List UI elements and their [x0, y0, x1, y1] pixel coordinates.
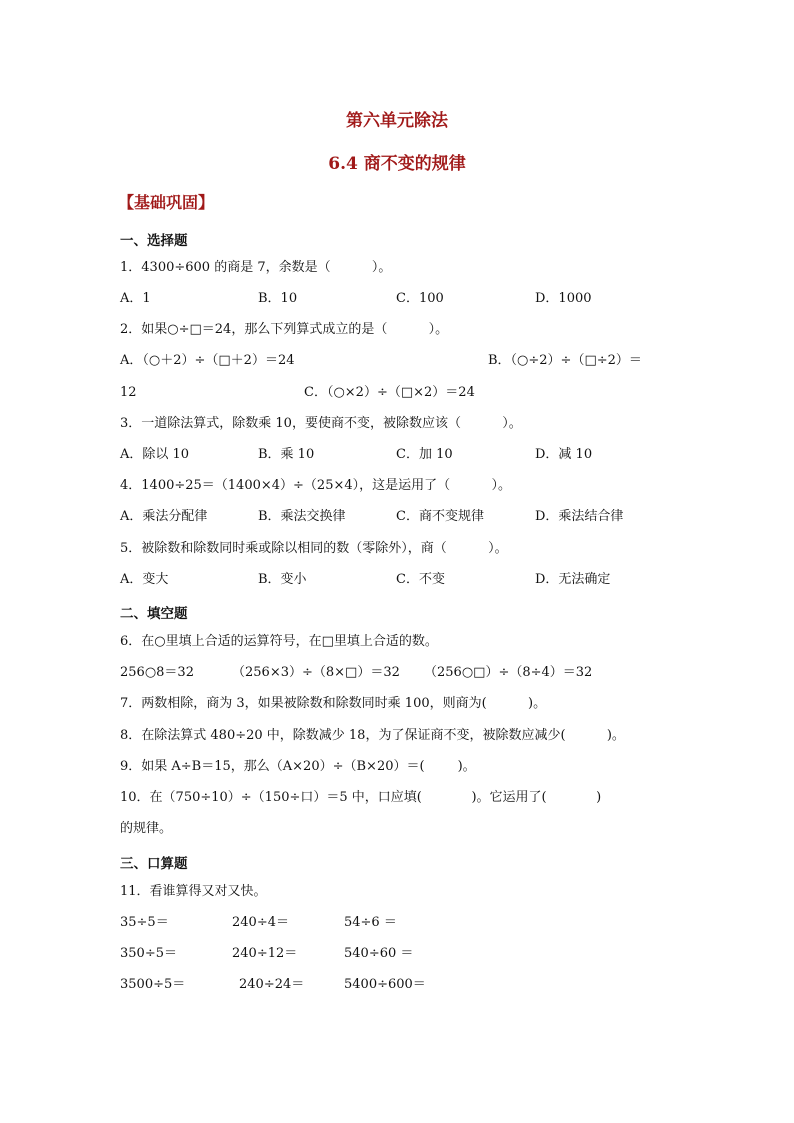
q4-option-a: A．乘法分配律 — [120, 509, 208, 524]
section-badge: 【基础巩固】 — [118, 193, 215, 212]
q5-option-b: B．变小 — [258, 572, 307, 587]
q2-option-b-continued: 12 — [120, 385, 137, 400]
question-10: 10．在（750÷10）÷（150÷口）＝5 中，口应填( )。它运用了( ) — [120, 790, 602, 805]
q5-option-d: D．无法确定 — [535, 572, 611, 587]
q6-expression-1: 256○8＝32 — [120, 665, 194, 680]
q3-option-b: B．乘 10 — [258, 447, 315, 462]
calc-item: 540÷60 ＝ — [344, 946, 414, 961]
question-6: 6．在○里填上合适的运算符号，在□里填上合适的数。 — [120, 634, 438, 649]
q5-option-c: C．不变 — [396, 572, 445, 587]
q3-option-c: C．加 10 — [396, 447, 453, 462]
calc-item: 35÷5＝ — [120, 915, 169, 930]
section-heading-fill: 二、填空题 — [120, 606, 188, 622]
q1-option-c: C．100 — [396, 291, 444, 306]
q3-option-d: D．减 10 — [535, 447, 593, 462]
calc-item: 3500÷5＝ — [120, 977, 186, 992]
q1-option-b: B．10 — [258, 291, 298, 306]
question-10-continued: 的规律。 — [120, 821, 173, 836]
q4-option-c: C．商不变规律 — [396, 509, 484, 524]
q5-option-a: A．变大 — [120, 572, 169, 587]
section-heading-choice: 一、选择题 — [120, 233, 188, 249]
question-4: 4．1400÷25＝（1400×4）÷（25×4），这是运用了（ ）。 — [120, 478, 511, 493]
question-5: 5．被除数和除数同时乘或除以相同的数（零除外），商（ ）。 — [120, 541, 508, 556]
q1-option-a: A．1 — [120, 291, 151, 306]
q3-option-a: A．除以 10 — [120, 447, 190, 462]
calc-item: 240÷24＝ — [239, 977, 305, 992]
q6-expression-3: （256○□）÷（8÷4）＝32 — [424, 665, 593, 680]
q6-expression-2: （256×3）÷（8×□）＝32 — [232, 665, 400, 680]
q2-option-c: C．（○×2）÷（□×2）＝24 — [304, 385, 475, 400]
question-8: 8．在除法算式 480÷20 中，除数减少 18，为了保证商不变，被除数应减少( )。 — [120, 728, 625, 743]
q2-option-a: A．（○＋2）÷（□＋2）＝24 — [120, 353, 295, 368]
question-9: 9．如果 A÷B＝15，那么（A×20）÷（B×20）＝( )。 — [120, 759, 476, 774]
calc-item: 54÷6 ＝ — [344, 915, 397, 930]
question-11: 11．看谁算得又对又快。 — [120, 884, 267, 899]
section-heading-mental-math: 三、口算题 — [120, 856, 188, 872]
question-2: 2．如果○÷□＝24，那么下列算式成立的是（ ）。 — [120, 322, 449, 337]
q4-option-b: B．乘法交换律 — [258, 509, 346, 524]
lesson-subtitle: 6.4 商不变的规律 — [328, 154, 466, 174]
question-7: 7．两数相除，商为 3，如果被除数和除数同时乘 100，则商为( )。 — [120, 696, 547, 711]
unit-title: 第六单元除法 — [346, 111, 448, 131]
calc-item: 5400÷600＝ — [344, 977, 426, 992]
q2-option-b: B．（○÷2）÷（□÷2）＝ — [488, 353, 642, 368]
calc-item: 240÷4＝ — [232, 915, 289, 930]
calc-item: 350÷5＝ — [120, 946, 177, 961]
q1-option-d: D．1000 — [535, 291, 592, 306]
calc-item: 240÷12＝ — [232, 946, 298, 961]
q4-option-d: D．乘法结合律 — [535, 509, 624, 524]
question-3: 3．一道除法算式，除数乘 10，要使商不变，被除数应该（ ）。 — [120, 416, 522, 431]
question-1: 1．4300÷600 的商是 7，余数是（ ）。 — [120, 260, 392, 275]
